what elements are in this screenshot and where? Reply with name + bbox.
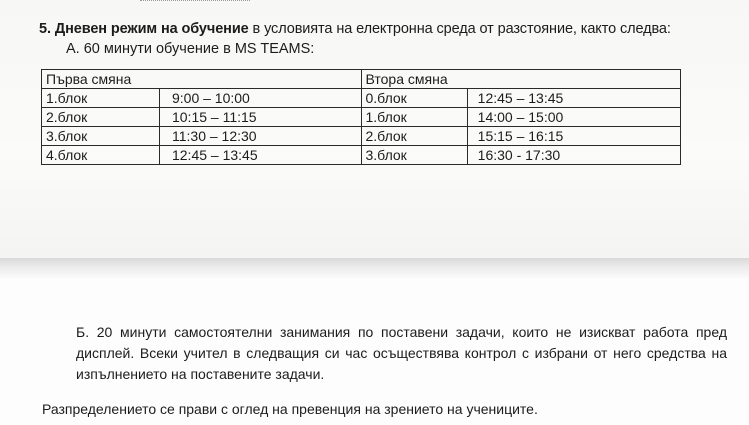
shift2-time: 14:00 – 15:00 bbox=[467, 108, 680, 127]
note-text: Разпределението се прави с оглед на превенция на зрението на учениците. bbox=[42, 401, 538, 417]
shift2-block: 2.блок bbox=[361, 127, 467, 146]
top-dotted-rule bbox=[140, 0, 250, 3]
shift1-block: 4.блок bbox=[42, 146, 160, 165]
table-row bbox=[42, 108, 681, 127]
shift1-block: 3.блок bbox=[42, 127, 160, 146]
paragraph-line: дисплей. Всеки учител в следващия си час осъществява контрол с избрани от него средства на bbox=[76, 345, 727, 361]
shift1-time: 9:00 – 10:00 bbox=[159, 89, 361, 108]
shift2-block: 1.блок bbox=[361, 108, 467, 127]
shift2-block: 3.блок bbox=[361, 146, 467, 165]
page-break bbox=[0, 258, 749, 278]
heading-number: 5. bbox=[39, 21, 51, 37]
section-heading bbox=[39, 21, 671, 37]
paragraph-line: Б. 20 минути самостоятелни занимания по поставени задачи, които не изискват работа пред bbox=[76, 324, 727, 340]
shift1-block: 2.блок bbox=[42, 108, 160, 127]
table-row bbox=[42, 146, 681, 165]
schedule-table bbox=[41, 69, 681, 165]
shift2-header: Втора смяна bbox=[361, 70, 681, 89]
subheading: А. 60 минути обучение в MS TEAMS: bbox=[66, 41, 315, 57]
shift1-header: Първа смяна bbox=[42, 70, 362, 89]
shift1-time: 10:15 – 11:15 bbox=[159, 108, 361, 127]
shift1-time: 11:30 – 12:30 bbox=[159, 127, 361, 146]
shift1-block: 1.блок bbox=[42, 89, 160, 108]
shift2-time: 15:15 – 16:15 bbox=[467, 127, 680, 146]
shift2-time: 12:45 – 13:45 bbox=[467, 89, 680, 108]
shift2-block: 0.блок bbox=[361, 89, 467, 108]
table-row bbox=[42, 89, 681, 108]
heading-rest: в условията на електронна среда от разстояние, както следва: bbox=[248, 21, 671, 37]
heading-bold: Дневен режим на обучение bbox=[54, 21, 249, 37]
paragraph-b bbox=[76, 322, 727, 385]
paragraph-line: изпълнението на поставените задачи. bbox=[76, 366, 325, 382]
table-header-row bbox=[42, 70, 681, 89]
shift1-time: 12:45 – 13:45 bbox=[159, 146, 361, 165]
shift2-time: 16:30 - 17:30 bbox=[467, 146, 680, 165]
table-row bbox=[42, 127, 681, 146]
